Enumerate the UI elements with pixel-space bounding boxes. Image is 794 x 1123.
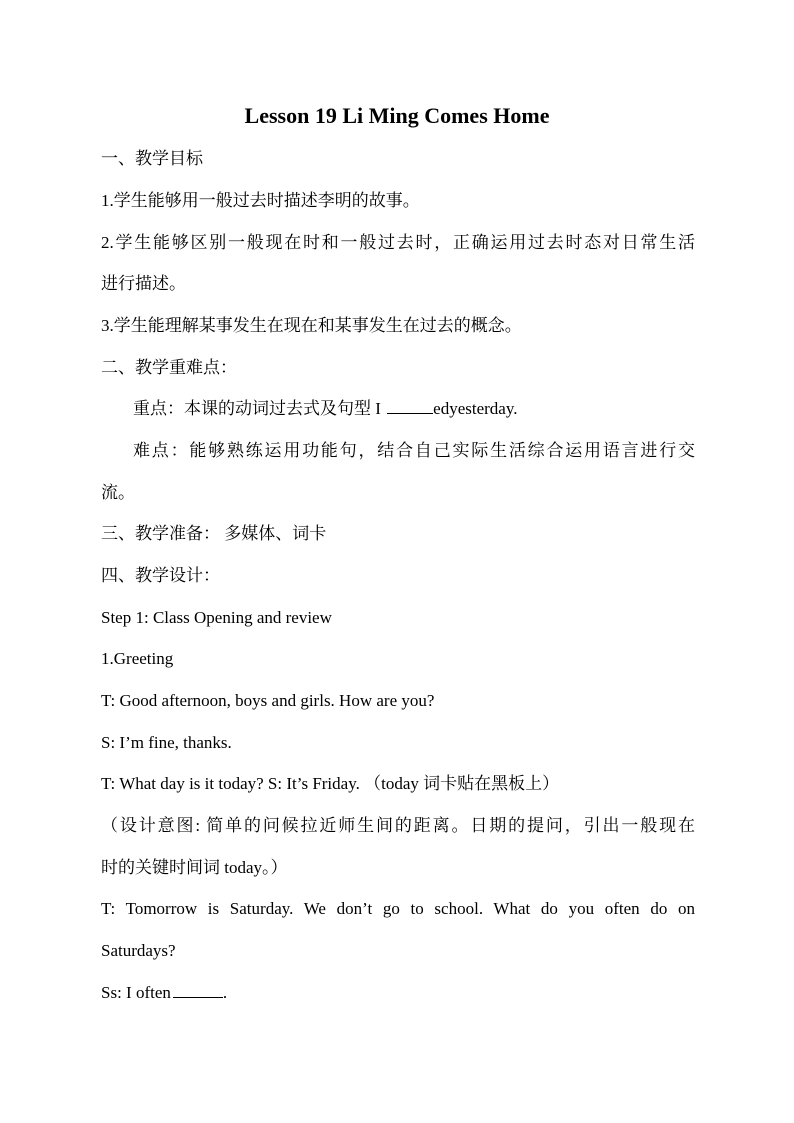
difficult-point-line-2: 流。 — [101, 483, 135, 502]
step-1-heading: Step 1: Class Opening and review — [101, 608, 332, 627]
section-heading-preparation: 三、教学准备： 多媒体、词卡 — [101, 524, 327, 543]
section-heading-key-points: 二、教学重难点： — [101, 358, 237, 377]
objective-2-line-2: 进行描述。 — [101, 274, 186, 293]
dialogue-line-4: T: Tomorrow is Saturday. We don’t go to school. What do you often do on — [101, 899, 695, 918]
dialogue-line-5 — [101, 981, 695, 1005]
difficult-point-line-1: 难点：能够熟练运用功能句，结合自己实际生活综合运用语言进行交 — [133, 441, 695, 460]
section-heading-objectives: 一、教学目标 — [101, 149, 203, 168]
dialogue-line-5-suffix: . — [222, 983, 228, 1002]
lesson-title: Lesson 19 Li Ming Comes Home — [244, 103, 550, 128]
greeting-heading: 1.Greeting — [101, 649, 174, 668]
design-note-line-2: 时的关键时间词 today。） — [101, 858, 288, 877]
dialogue-line-5-prefix: Ss: I often — [101, 983, 171, 1002]
objective-1: 1.学生能够用一般过去时描述李明的故事。 — [101, 191, 420, 210]
key-point-prefix: 重点：本课的动词过去式及句型 I — [133, 399, 386, 418]
key-point-suffix: edyesterday. — [433, 399, 518, 418]
objective-2-line-1: 2.学生能够区别一般现在时和一般过去时，正确运用过去时态对日常生活 — [101, 233, 695, 252]
fill-in-blank — [173, 981, 223, 998]
design-note-line-1: （设计意图: 简单的问候拉近师生间的距离。日期的提问，引出一般现在 — [101, 816, 695, 835]
dialogue-line-4-continued: Saturdays? — [101, 941, 176, 960]
key-point — [133, 397, 695, 421]
dialogue-line-3: T: What day is it today? S: It’s Friday. （today 词卡贴在黑板上） — [101, 774, 560, 793]
dialogue-line-2: S: I’m fine, thanks. — [101, 733, 232, 752]
section-heading-design: 四、教学设计： — [101, 566, 220, 585]
fill-in-blank — [387, 397, 433, 414]
dialogue-line-1: T: Good afternoon, boys and girls. How are you? — [101, 691, 435, 710]
objective-3: 3.学生能理解某事发生在现在和某事发生在过去的概念。 — [101, 316, 522, 335]
